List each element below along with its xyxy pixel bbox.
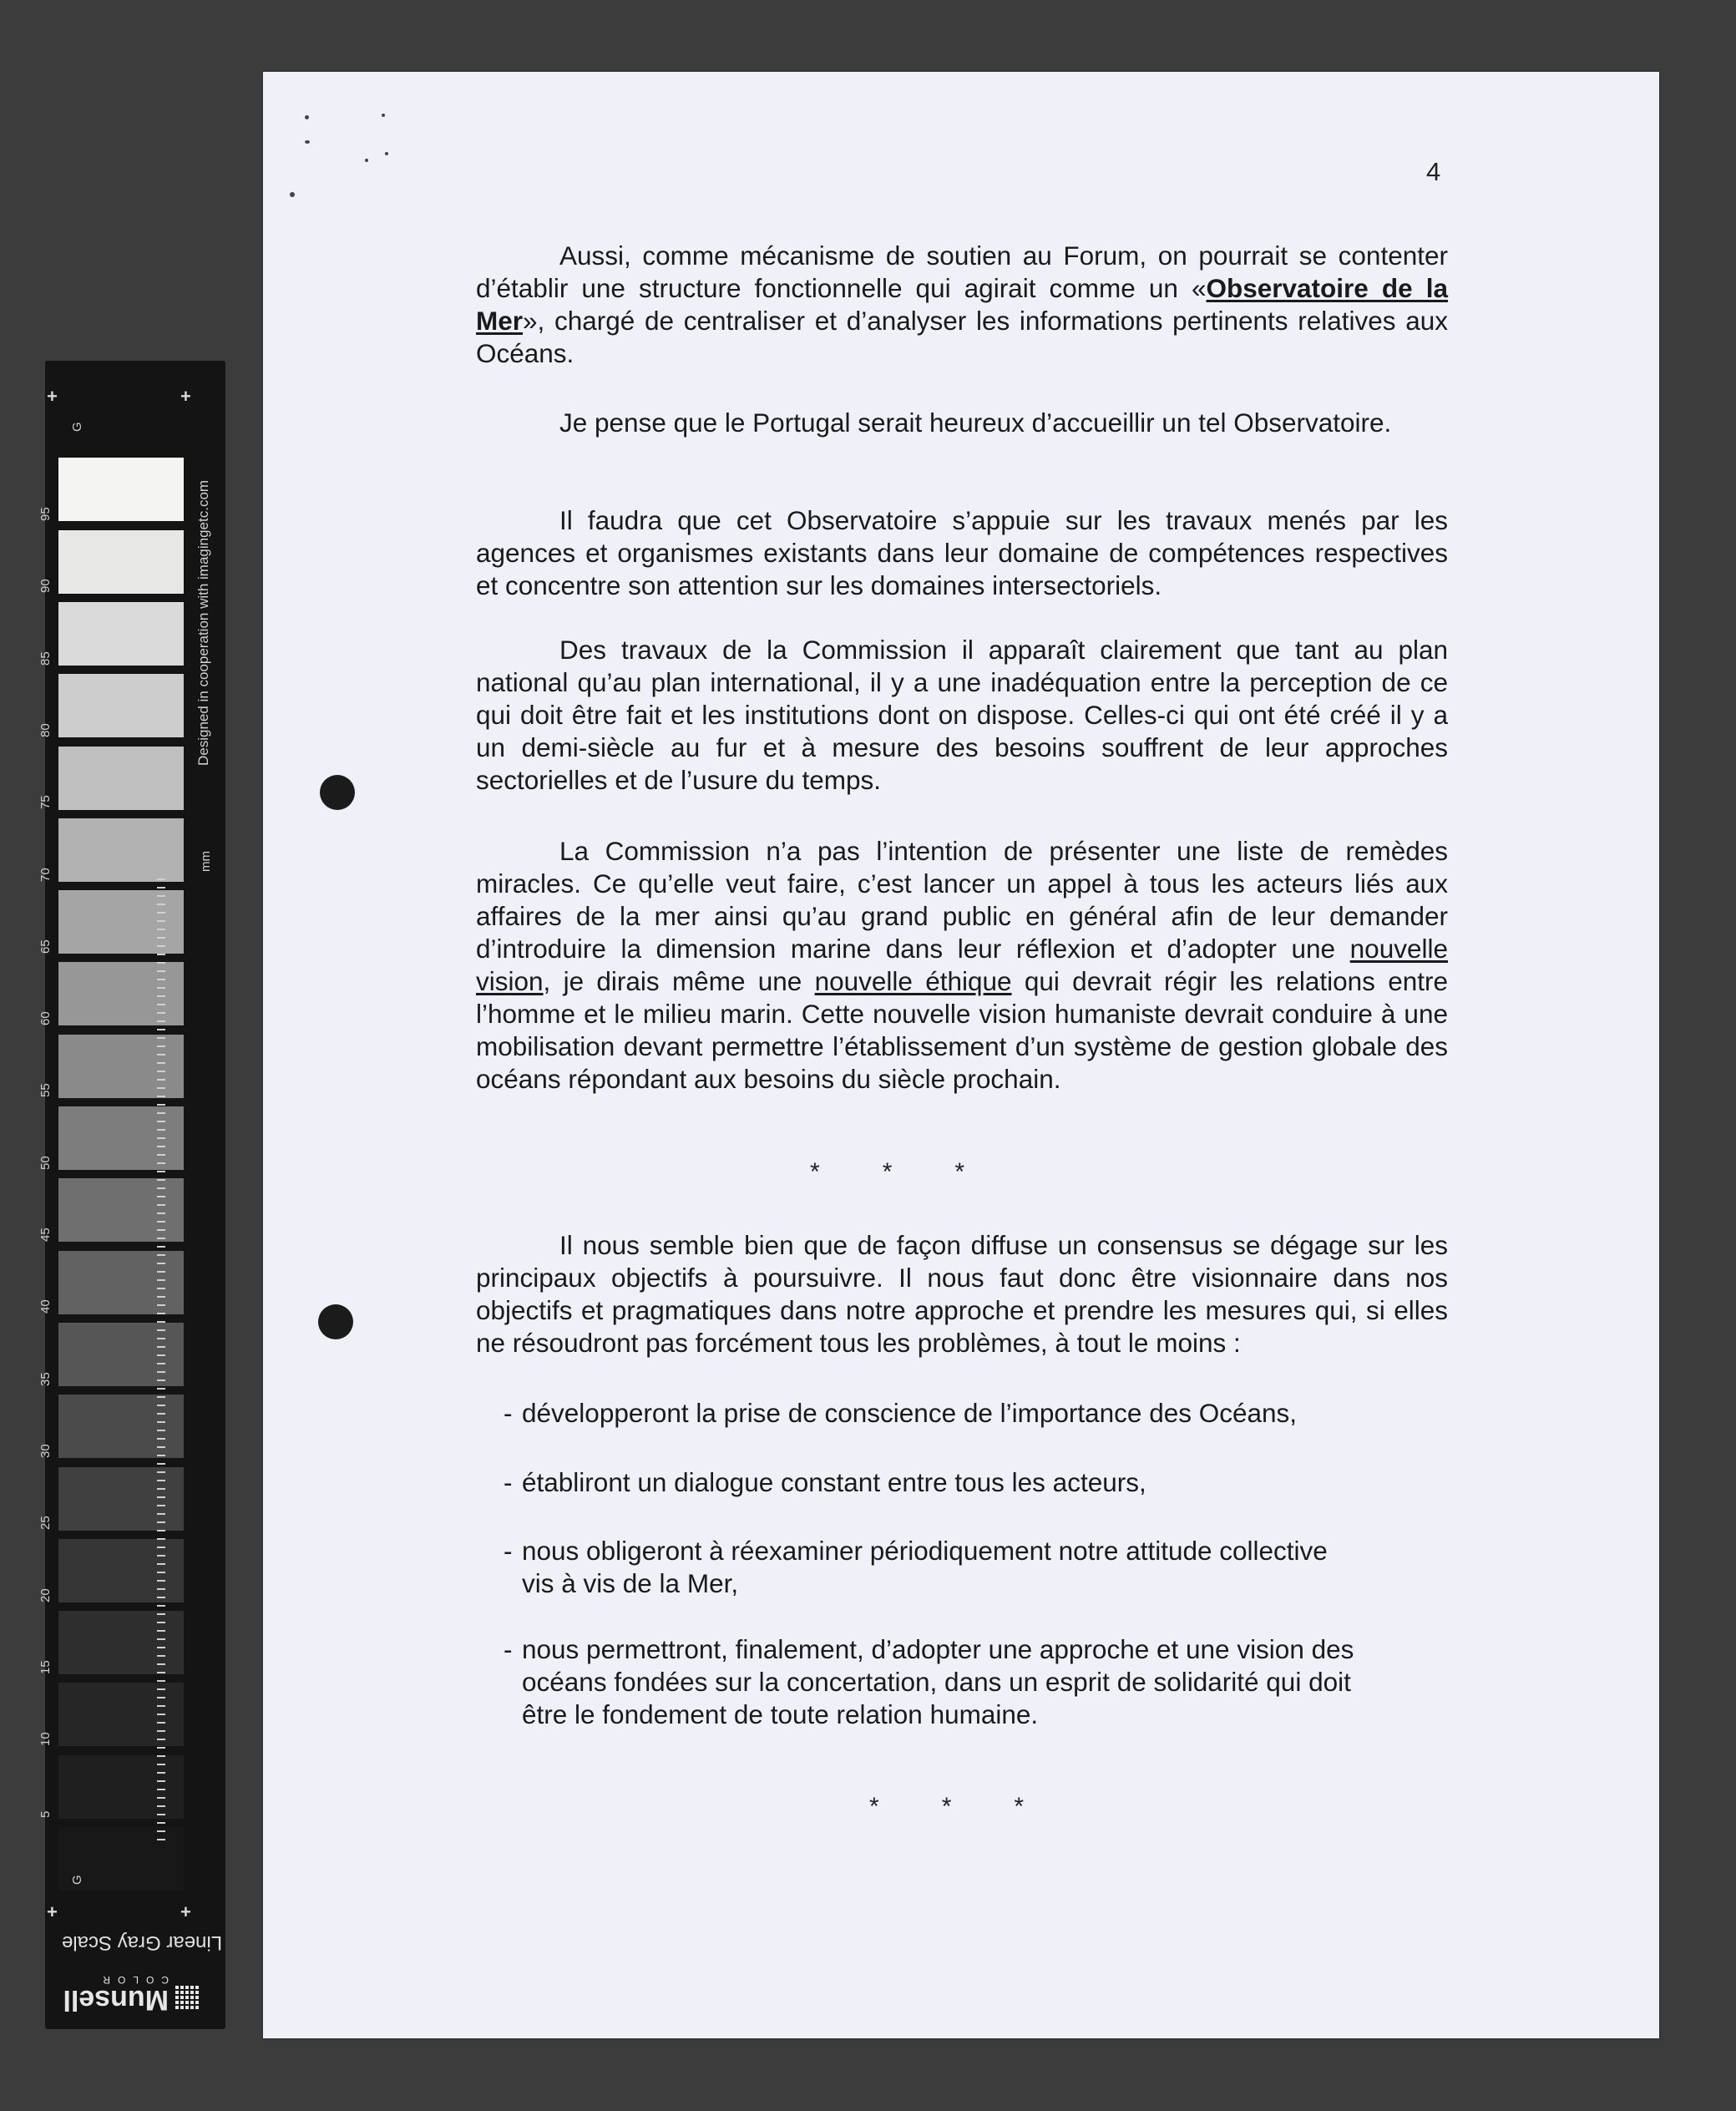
plus-mark: + bbox=[47, 386, 58, 407]
gray-scale-number: 10 bbox=[38, 1732, 53, 1747]
gray-scale-number: 30 bbox=[38, 1444, 53, 1458]
scale-end-label-bottom: G bbox=[70, 1875, 84, 1885]
section-separator bbox=[869, 1793, 1024, 1821]
gray-scale-number: 20 bbox=[38, 1587, 53, 1602]
designer-credit: Designed in cooperation with imagingetc.com bbox=[195, 479, 211, 766]
gray-scale-number: 60 bbox=[38, 1011, 53, 1026]
gray-swatch bbox=[58, 818, 184, 882]
separator-star: * bbox=[1014, 1793, 1025, 1820]
list-item: - nous obligeront à réexaminer périodiquement notre attitude collective vis à vis de la Mer, bbox=[504, 1536, 1328, 1598]
plus-mark: + bbox=[180, 386, 191, 407]
gray-scale-number: 15 bbox=[38, 1660, 53, 1674]
scan-speck bbox=[385, 152, 388, 155]
gray-scale-number: 50 bbox=[38, 1156, 53, 1170]
gray-scale-number: 5 bbox=[38, 1811, 53, 1819]
list-item: - nous permettront, finalement, d’adopter une approche et une vision des océans fondées sur la concertation, dans un esprit de solidarité qui doit être le fondement de toute relation humaine. bbox=[504, 1634, 1354, 1729]
gray-swatch bbox=[58, 602, 184, 666]
scale-name-box bbox=[62, 1931, 223, 1964]
brand-subtitle: COLOR bbox=[95, 1974, 169, 1986]
separator-star: * bbox=[941, 1793, 952, 1820]
scan-speck bbox=[305, 140, 310, 144]
gray-swatch bbox=[58, 386, 184, 449]
separator-star: * bbox=[882, 1158, 893, 1186]
paragraph-text: , je dirais même une bbox=[543, 966, 815, 996]
paragraph-text: », chargé de centraliser et d’analyser les informations pertinents relatives aux Océans. bbox=[476, 306, 1448, 368]
section-separator bbox=[810, 1158, 964, 1187]
mm-ruler bbox=[157, 878, 165, 1843]
gray-scale-number: 35 bbox=[38, 1371, 53, 1386]
scan-speck bbox=[305, 115, 309, 119]
gray-scale-number: 75 bbox=[38, 795, 53, 810]
gray-scale-number: 55 bbox=[38, 1083, 53, 1098]
gray-scale-number: 85 bbox=[38, 651, 53, 666]
scan-speck bbox=[382, 114, 385, 117]
paragraph-6 bbox=[476, 1229, 1448, 1359]
ruler-unit-label: mm bbox=[199, 851, 213, 872]
gray-swatch bbox=[58, 747, 184, 810]
page-number: 4 bbox=[1426, 157, 1441, 186]
gray-scale-number: 95 bbox=[38, 507, 53, 521]
scan-speck bbox=[290, 192, 295, 197]
gray-scale-number: 70 bbox=[38, 867, 53, 882]
punch-hole bbox=[320, 775, 355, 810]
separator-star: * bbox=[954, 1158, 965, 1186]
punch-hole bbox=[318, 1304, 353, 1339]
list-item: - développeront la prise de conscience de l’importance des Océans, bbox=[504, 1398, 1298, 1428]
gray-scale-number: 45 bbox=[38, 1228, 53, 1242]
list-item: - établiront un dialogue constant entre tous les acteurs, bbox=[504, 1467, 1146, 1497]
paragraph-text: Des travaux de la Commission il apparaît clairement que tant au plan national qu’au plan international, il y a une inadéquation entre la perception de ce qui doit être fait et les institutions dont on dispose. Celles-ci qui ont été créé il y a un demi-siècle au fur et à mesure des besoins souffrent de leur approches sectorielles et de l’usure du temps. bbox=[476, 635, 1448, 795]
gray-scale-number: 80 bbox=[38, 723, 53, 737]
paragraph-1 bbox=[476, 240, 1448, 370]
paragraph-text: Aussi, comme mécanisme de soutien au Forum, on pourrait se contenter d’établir une structure fonctionnelle qui agirait comme un « bbox=[476, 240, 1448, 303]
gray-scale-number: 65 bbox=[38, 939, 53, 954]
gray-scale-card bbox=[38, 361, 225, 2029]
emphasized-text: nouvelle éthique bbox=[814, 966, 1012, 996]
paragraph-text: Il nous semble bien que de façon diffuse un consensus se dégage sur les principaux objectifs à poursuivre. Il nous faut donc être visionnaire dans nos objectifs et pragmatiques dans notre approche et prendre les mesures qui, si elles ne résoudront pas forcément tous les problèmes, à tout le moins : bbox=[476, 1230, 1448, 1358]
scale-end-label-top: G bbox=[70, 422, 84, 432]
gray-scale-number: 40 bbox=[38, 1299, 53, 1314]
emphasized-text: nouvelle vision bbox=[476, 934, 1448, 996]
paragraph-2 bbox=[476, 407, 1448, 439]
separator-star: * bbox=[869, 1793, 879, 1820]
scan-speck bbox=[365, 159, 368, 162]
paragraph-text: Je pense que le Portugal serait heureux d’accueillir un tel Observatoire. bbox=[559, 408, 1392, 438]
gray-swatch bbox=[58, 458, 184, 521]
plus-mark: + bbox=[180, 1901, 191, 1922]
paragraph-5 bbox=[476, 835, 1448, 1096]
paragraph-text: Il faudra que cet Observatoire s’appuie sur les travaux menés par les agences et organismes existants dans leur domaine de compétences respectives et concentre son attention sur les domaines intersectoriels. bbox=[476, 505, 1448, 600]
munsell-grid-icon bbox=[175, 1986, 200, 2011]
gray-swatch bbox=[58, 530, 184, 594]
emphasized-text: Observatoire de la Mer bbox=[476, 273, 1448, 336]
brand-name: Munsell bbox=[63, 1984, 169, 2016]
plus-mark: + bbox=[47, 1901, 58, 1922]
gray-swatch bbox=[58, 674, 184, 737]
paragraph-text: La Commission n’a pas l’intention de présenter une liste de remèdes miracles. Ce qu’elle veut faire, c’est lancer un appel à tous les acteurs liés aux affaires de la mer ainsi qu’au grand public en général afin de leur demander d’introduire la dimension marine dans leur réflexion et d’adopter une bbox=[476, 836, 1448, 964]
paragraph-3 bbox=[476, 504, 1448, 602]
munsell-logo bbox=[62, 1972, 220, 2016]
gray-scale-number: 90 bbox=[38, 579, 53, 594]
separator-star: * bbox=[810, 1158, 820, 1186]
paragraph-4 bbox=[476, 634, 1448, 797]
scale-name: Linear Gray Scale bbox=[62, 1931, 223, 1954]
gray-scale-number: 25 bbox=[38, 1516, 53, 1531]
paragraph-text: qui devrait régir les relations entre l’homme et le milieu marin. Cette nouvelle vision humaniste devrait conduire à une mobilisation devant permettre l’établissement d’un système de gestion globale des océans répondant aux besoins du siècle prochain. bbox=[476, 966, 1449, 1094]
